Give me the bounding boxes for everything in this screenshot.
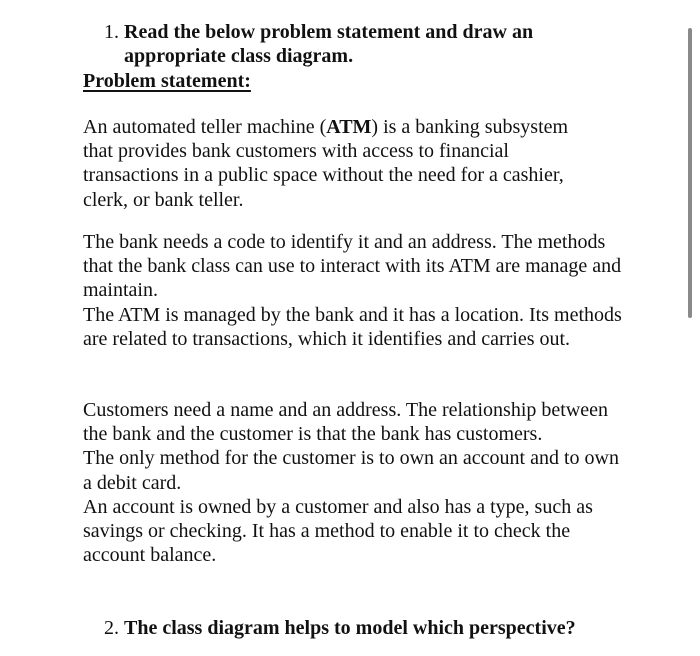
paragraph-2-line-1: The bank needs a code to identify it and an address. The methods that the bank class can use to interact with its ATM are manage and maintain.: [83, 231, 622, 302]
vertical-scrollbar[interactable]: [688, 28, 692, 318]
paragraph-3-line-2: The only method for the customer is to own an account and to own a debit card.: [83, 447, 619, 494]
paragraph-1-after: ) is a banking subsystem that provides bank customers with access to financial transactions in a public space without the need for a cashier, clerk, or bank teller.: [83, 116, 569, 211]
question-2-text: The class diagram helps to model which perspective?: [124, 617, 576, 639]
problem-statement-heading: Problem statement:: [83, 70, 251, 92]
question-1-text: Read the below problem statement and draw an appropriate class diagram.: [124, 21, 534, 67]
paragraph-1-bold-atm: ATM: [326, 116, 372, 138]
paragraph-2-line-2: The ATM is managed by the bank and it has a location. Its methods are related to transactions, which it identifies and carries out.: [83, 303, 622, 350]
paragraph-3-line-3: An account is owned by a customer and also has a type, such as savings or checking. It has a method to enable it to check the account balance.: [83, 495, 593, 567]
paragraph-3-line-1: Customers need a name and an address. The relationship between the bank and the customer is that the bank has customers.: [83, 399, 609, 446]
paragraph-bank-atm: [83, 230, 623, 351]
paragraph-atm-definition: [83, 115, 603, 212]
question-2-number: 2.: [104, 617, 119, 639]
question-1: [104, 20, 664, 68]
question-2: [104, 616, 664, 640]
paragraph-1-before: An automated teller machine (: [83, 116, 327, 138]
paragraph-customer-account: [83, 398, 628, 567]
question-1-number: 1.: [104, 21, 119, 43]
